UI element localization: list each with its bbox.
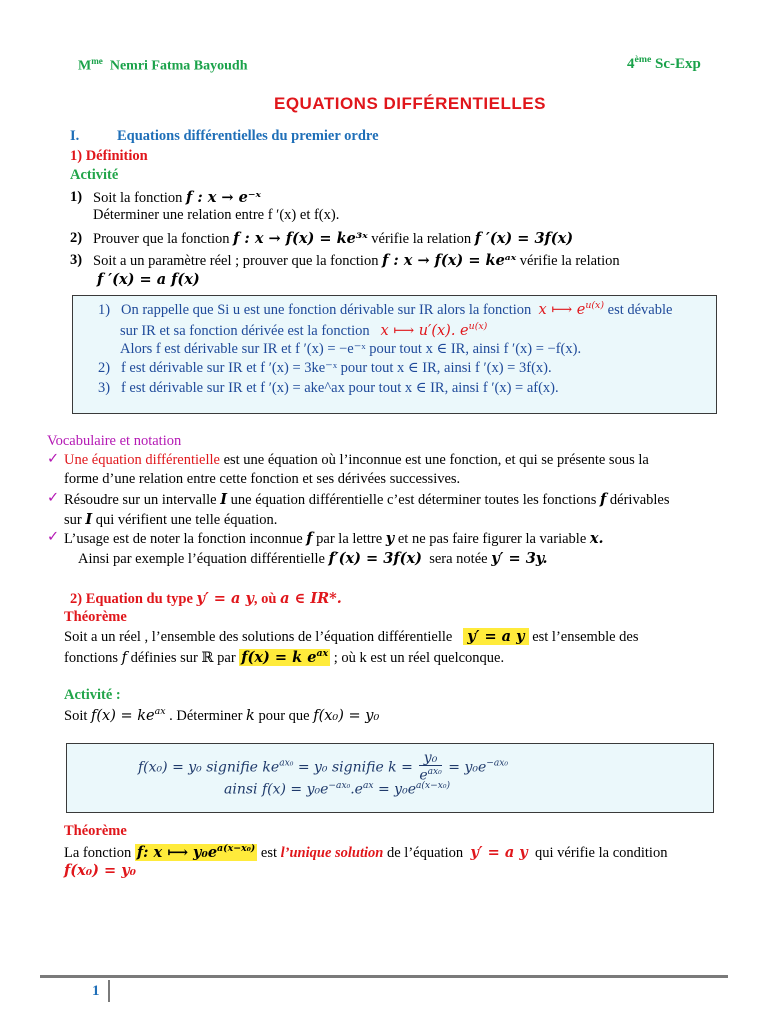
class-level: 4ème Sc-Exp [627,54,701,72]
box1-line5: 3) f est dérivable sur IR et f ′(x) = ake^ax pour tout x ∈ IR, ainsi f ′(x) = af(x). [98,380,559,396]
activity-label: Activité [70,167,119,183]
page-number: 1 [92,983,100,999]
activity2-text: Soit $f(x) = ke^{ax}$ . Déterminer k pour que f(x₀) = y₀ [64,706,380,724]
q3-number: 3) [70,252,83,268]
vocab-item3-line2: Ainsi par exemple l’équation différentielle f′(x) = 3f(x) sera notée y′ = 3y. [78,550,548,567]
q3-text: Soit a un paramètre réel ; prouver que la fonction f : x → f(x) = keᵃˣ vérifie la relation [93,252,620,269]
vocab-item2-line2: sur I qui vérifient une telle équation. [64,511,278,528]
box1-line4: 2) f est dérivable sur IR et f ′(x) = 3ke⁻ˣ pour tout x ∈ IR, ainsi f ′(x) = 3f(x). [98,360,552,376]
q1-number: 1) [70,189,83,205]
section-heading: Equations différentielles du premier ordre [117,128,379,144]
vocab-heading: Vocabulaire et notation [47,433,182,449]
section-roman: I. [70,128,80,144]
q1-text: Soit la fonction f : x → e⁻ˣ [93,189,261,206]
vocab-item2: Résoudre sur un intervalle I une équation différentielle c’est déterminer toutes les fonctions f dérivables [64,491,670,508]
check-icon: ✓ [47,529,60,545]
box1-line1: 1) On rappelle que Si u est une fonction dérivable sur IR alors la fonction x ⟼ $e^{u(x)}$ est dévable [98,300,673,318]
check-icon: ✓ [47,490,60,506]
activity2-label: Activité : [64,687,121,703]
box2-line2: ainsi $f(x) = y_0e^{-ax_0}.e^{ax} = y_0e^{a(x-x_0)}$ [224,781,451,798]
footer-divider [108,980,110,1002]
q1-line2: Déterminer une relation entre f ′(x) et f(x). [93,207,340,223]
author-name: $M^{me}$ Nemri Fatma Bayoudh [78,56,248,74]
q3-line2: f ′(x) = a f(x) [97,271,200,288]
theorem-label: Théorème [64,609,127,625]
q2-text: Prouver que la fonction f : x → f(x) = ke³ˣ vérifie la relation f ′(x) = 3f(x) [93,230,574,247]
theorem2-line1: La fonction f: x ⟼ $y_0e^{a(x-x_0)}$ est l’unique solution de l’équation y′ = a y qui vérifie la condition [64,843,668,861]
subsection-definition: 1) Définition [70,148,148,164]
vocab-item3: L’usage est de noter la fonction inconnue f par la lettre y et ne pas faire figurer la variable x. [64,530,604,547]
theorem1-line1: Soit a un réel , l’ensemble des solutions de l’équation différentielle y′ = a y est l’ensemble des [64,628,639,645]
page-title: EQUATIONS DIFFÉRENTIELLES [274,94,546,113]
theorem1-line2: fonctions f définies sur ℝ par f(x) = k $e^{ax}$ ; où k est un réel quelconque. [64,648,505,666]
vocab-item1-line2: forme d’une relation entre cette fonction et ses dérivées successives. [64,471,461,487]
footer-rule [40,975,728,978]
theorem2-condition: f(x₀) = y₀ [64,862,136,879]
box2-line1: f(x₀) = y₀ signifie $ke^{ax_0} = y_0$ signifie k = y₀ $e^{ax_0}$ = $y_0e^{-ax_0}$ [138,750,509,784]
q2-number: 2) [70,230,83,246]
theorem2-label: Théorème [64,823,127,839]
box1-line3: Alors f est dérivable sur IR et f ′(x) = −e⁻ˣ pour tout x ∈ IR, ainsi f ′(x) = −f(x). [120,341,582,357]
vocab-item1: Une équation différentielle est une équation où l’inconnue est une fonction, et qui se présente sous la [64,452,649,468]
check-icon: ✓ [47,451,60,467]
section2-heading: 2) Equation du type y′ = a y, où a ∈ IR*. [70,590,342,607]
box1-line2: sur IR et sa fonction dérivée est la fonction x ⟼ u′(x). $e^{u(x)}$ [120,321,488,339]
